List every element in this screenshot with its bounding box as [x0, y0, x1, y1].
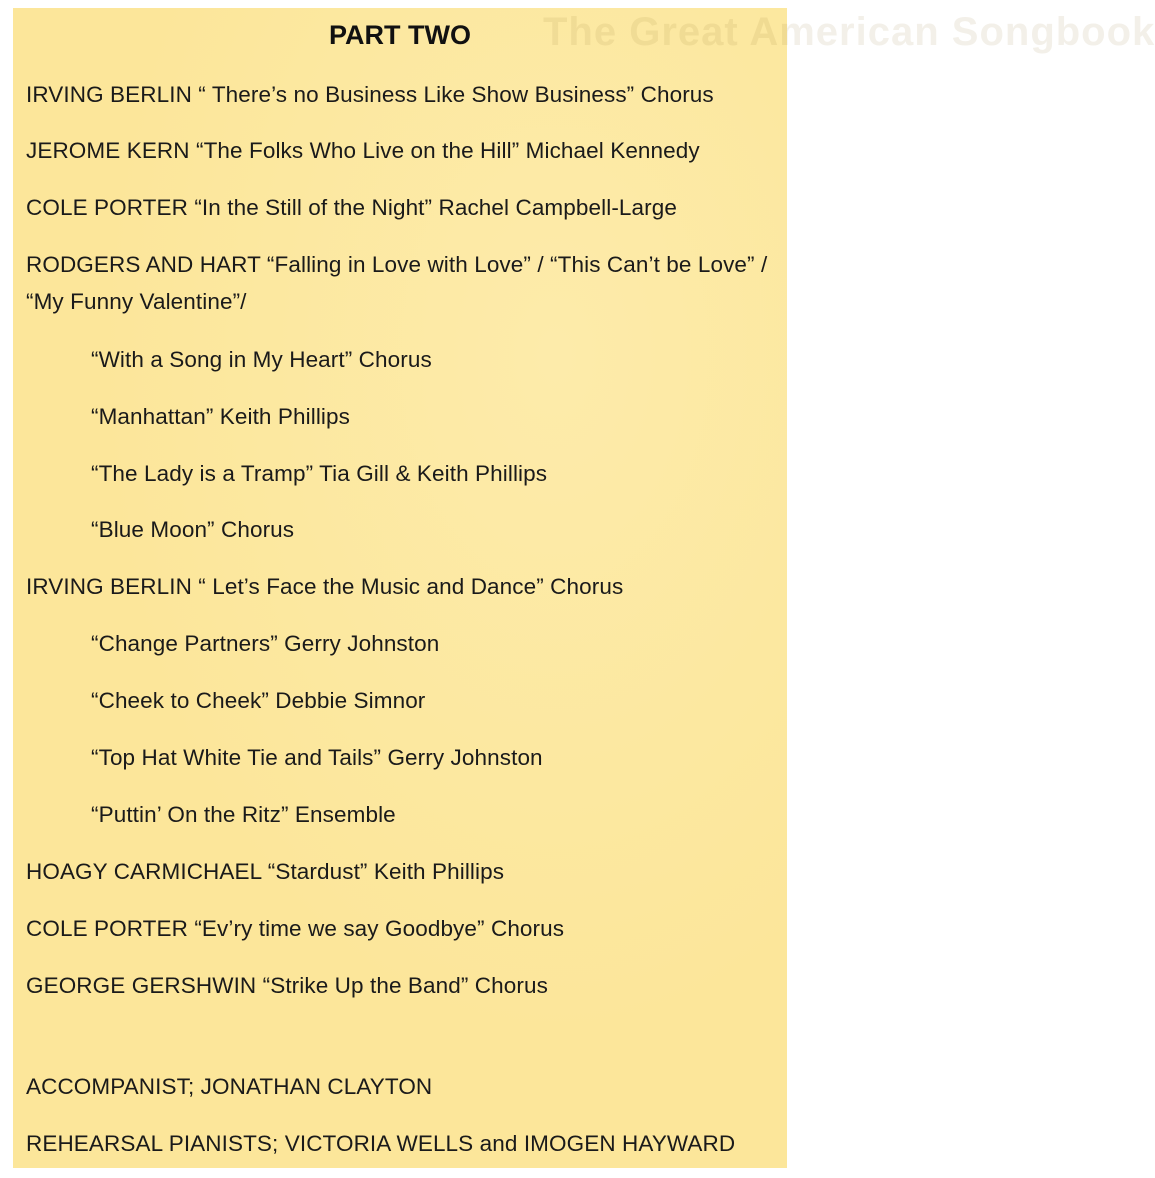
programme-line: IRVING BERLIN “ Let’s Face the Music and Dance” Chorus [26, 574, 624, 599]
programme-sheet [13, 8, 1155, 1168]
programme-line: REHEARSAL PIANISTS; VICTORIA WELLS and IMOGEN HAYWARD [26, 1131, 736, 1156]
programme-line: GEORGE GERSHWIN “Strike Up the Band” Chorus [26, 973, 548, 998]
programme-line: “The Lady is a Tramp” Tia Gill & Keith Phillips [91, 461, 548, 486]
programme-line: “Blue Moon” Chorus [91, 517, 295, 542]
programme-line: “Manhattan” Keith Phillips [91, 404, 350, 429]
programme-line: RODGERS AND HART “Falling in Love with Love” / “This Can’t be Love” / “My Funny Valentine”/ [26, 252, 768, 314]
programme-line: “Cheek to Cheek” Debbie Simnor [91, 688, 426, 713]
programme-line: JEROME KERN “The Folks Who Live on the Hill” Michael Kennedy [26, 138, 700, 163]
programme-line: “With a Song in My Heart” Chorus [91, 347, 432, 372]
show-through-text: The Great American Songbook [543, 10, 1155, 54]
programme-line: IRVING BERLIN “ There’s no Business Like Show Business” Chorus [26, 82, 714, 107]
page-title: PART TWO [329, 20, 471, 50]
programme-line: HOAGY CARMICHAEL “Stardust” Keith Phillips [26, 859, 505, 884]
programme-line: COLE PORTER “In the Still of the Night” Rachel Campbell-Large [26, 195, 677, 220]
programme-line: COLE PORTER “Ev’ry time we say Goodbye” Chorus [26, 916, 565, 941]
programme-line: ACCOMPANIST; JONATHAN CLAYTON [26, 1074, 433, 1099]
programme-line: “Top Hat White Tie and Tails” Gerry Johnston [91, 745, 543, 770]
programme-line: “Puttin’ On the Ritz” Ensemble [91, 802, 396, 827]
programme-line: “Change Partners” Gerry Johnston [91, 631, 440, 656]
